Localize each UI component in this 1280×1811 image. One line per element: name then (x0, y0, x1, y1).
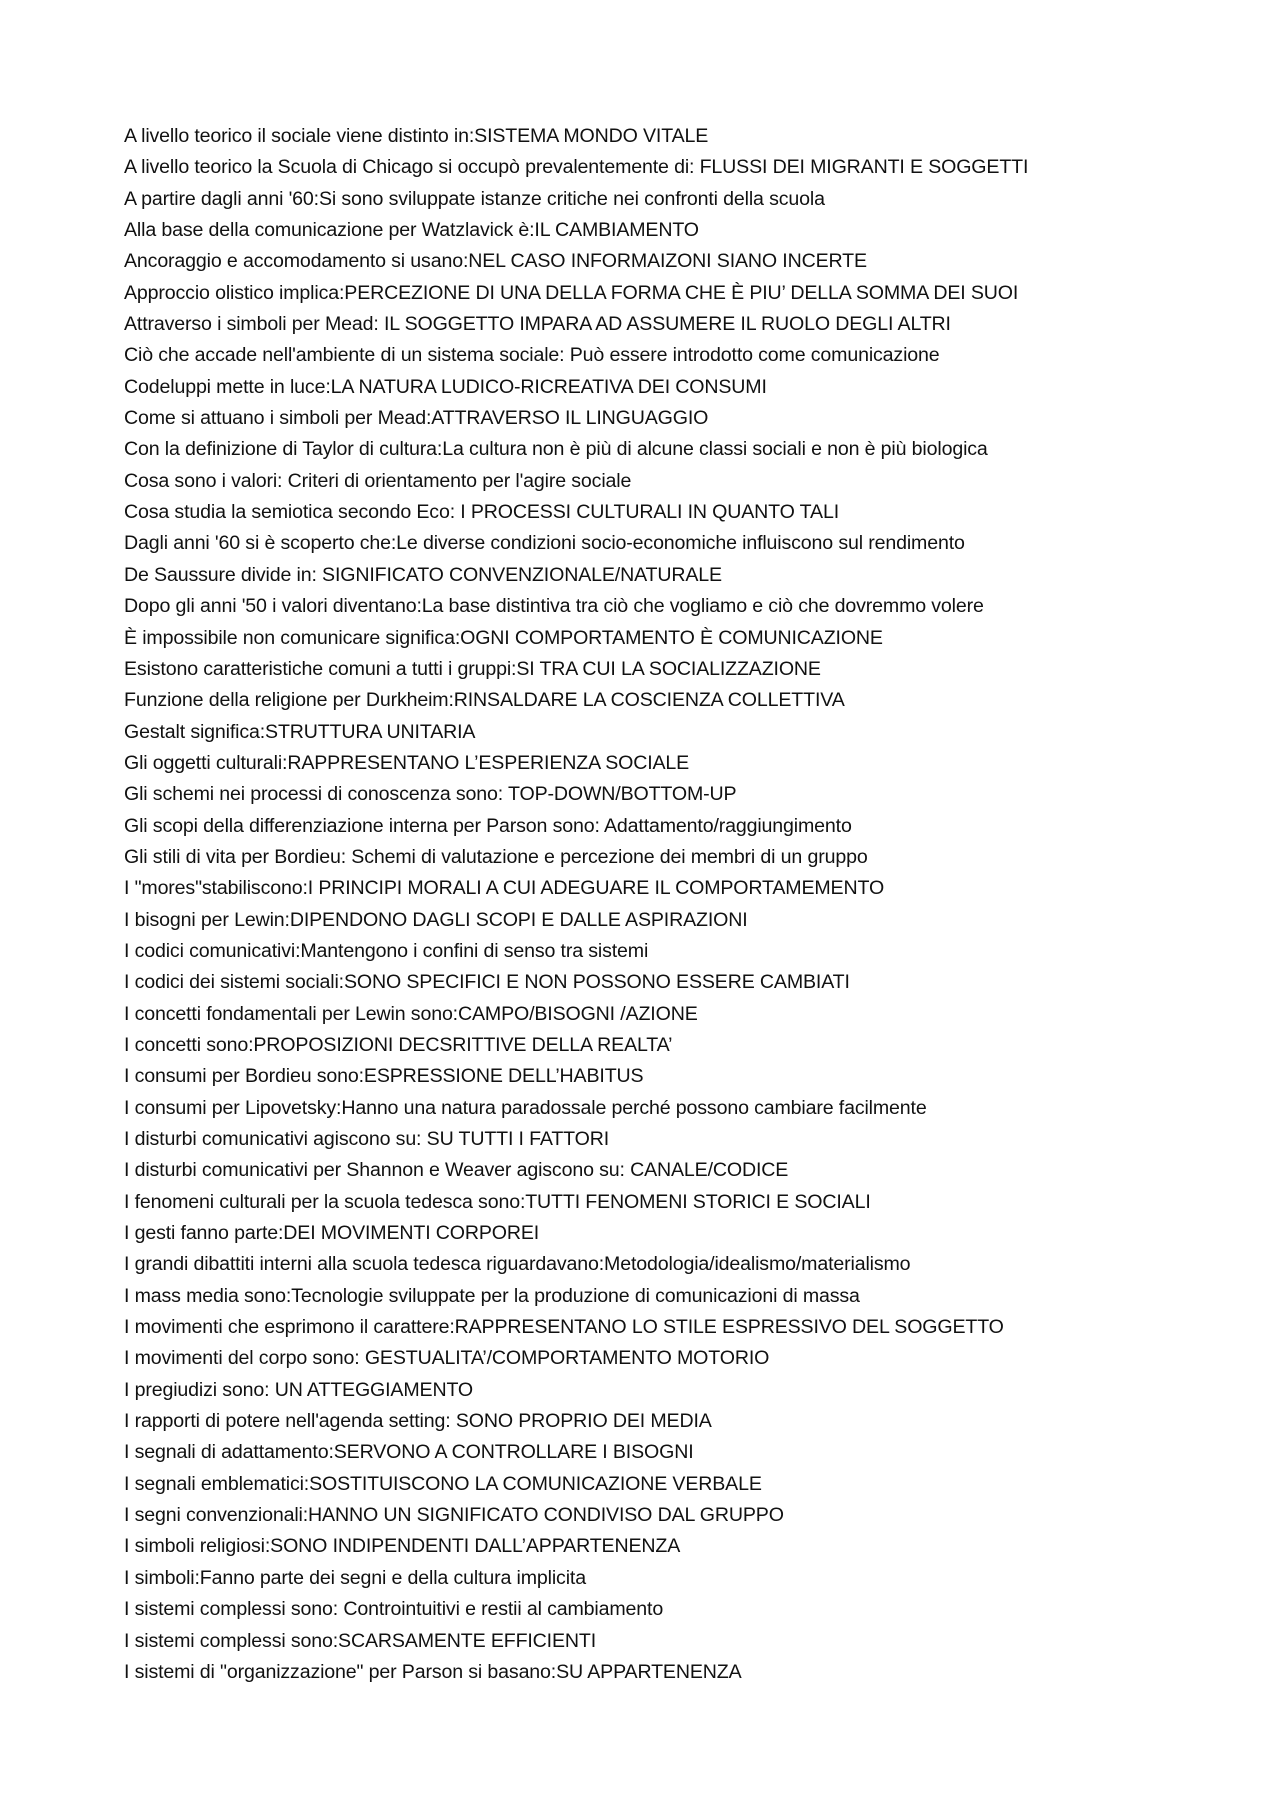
qa-list (124, 121, 1244, 1688)
qa-line: A partire dagli anni '60:Si sono sviluppate istanze critiche nei confronti della scuola (124, 187, 825, 210)
qa-line: De Saussure divide in: SIGNIFICATO CONVENZIONALE/NATURALE (124, 563, 722, 586)
qa-line: Come si attuano i simboli per Mead:ATTRAVERSO IL LINGUAGGIO (124, 407, 709, 430)
qa-line: Con la definizione di Taylor di cultura:La cultura non è più di alcune classi sociali e non è più biologica (124, 438, 988, 461)
qa-line: I bisogni per Lewin:DIPENDONO DAGLI SCOPI E DALLE ASPIRAZIONI (124, 908, 748, 931)
qa-line: I codici comunicativi:Mantengono i confini di senso tra sistemi (124, 939, 649, 962)
qa-line: I movimenti che esprimono il carattere:RAPPRESENTANO LO STILE ESPRESSIVO DEL SOGGETTO (124, 1316, 1004, 1339)
qa-line: I disturbi comunicativi agiscono su: SU TUTTI I FATTORI (124, 1128, 610, 1150)
qa-line: Ciò che accade nell'ambiente di un sistema sociale: Può essere introdotto come comunicazione (124, 344, 940, 367)
qa-line: I disturbi comunicativi per Shannon e Weaver agiscono su: CANALE/CODICE (124, 1159, 789, 1182)
qa-line: I pregiudizi sono: UN ATTEGGIAMENTO (124, 1378, 473, 1401)
qa-line: I gesti fanno parte:DEI MOVIMENTI CORPOREI (124, 1222, 540, 1245)
qa-line: I mass media sono:Tecnologie sviluppate per la produzione di comunicazioni di massa (124, 1284, 860, 1307)
qa-line: Approccio olistico implica:PERCEZIONE DI UNA DELLA FORMA CHE È PIU’ DELLA SOMMA DEI SUOI (124, 281, 1019, 304)
qa-line: Dopo gli anni '50 i valori diventano:La base distintiva tra ciò che vogliamo e ciò che dovremmo volere (124, 595, 984, 618)
qa-line: Codeluppi mette in luce:LA NATURA LUDICO-RICREATIVA DEI CONSUMI (124, 375, 767, 398)
qa-line: Gli stili di vita per Bordieu: Schemi di valutazione e percezione dei membri di un gruppo (124, 845, 868, 868)
qa-line: Dagli anni '60 si è scoperto che:Le diverse condizioni socio-economiche influiscono sul rendimento (124, 532, 965, 555)
qa-line: Attraverso i simboli per Mead: IL SOGGETTO IMPARA AD ASSUMERE IL RUOLO DEGLI ALTRI (124, 313, 951, 336)
qa-line: I concetti fondamentali per Lewin sono:CAMPO/BISOGNI /AZIONE (124, 1002, 698, 1025)
qa-line: Funzione della religione per Durkheim:RINSALDARE LA COSCIENZA COLLETTIVA (124, 689, 845, 712)
qa-line: I rapporti di potere nell'agenda setting: SONO PROPRIO DEI MEDIA (124, 1410, 712, 1433)
qa-line: A livello teorico il sociale viene distinto in:SISTEMA MONDO VITALE (124, 125, 709, 147)
qa-line: Gli oggetti culturali:RAPPRESENTANO L’ESPERIENZA SOCIALE (124, 751, 690, 774)
qa-line: Gli scopi della differenziazione interna per Parson sono: Adattamento/raggiungimento (124, 814, 852, 837)
qa-line: Ancoraggio e accomodamento si usano:NEL CASO INFORMAIZONI SIANO INCERTE (124, 250, 867, 273)
qa-line: I consumi per Bordieu sono:ESPRESSIONE DELL’HABITUS (124, 1065, 644, 1088)
qa-line: A livello teorico la Scuola di Chicago si occupò prevalentemente di: FLUSSI DEI MIGRANTI E SOGGETTI (124, 156, 1029, 179)
qa-line: Cosa studia la semiotica secondo Eco: I PROCESSI CULTURALI IN QUANTO TALI (124, 501, 840, 524)
qa-line: Gli schemi nei processi di conoscenza sono: TOP-DOWN/BOTTOM-UP (124, 783, 737, 806)
qa-line: I consumi per Lipovetsky:Hanno una natura paradossale perché possono cambiare facilmente (124, 1096, 927, 1119)
qa-line: I sistemi complessi sono: Controintuitivi e restii al cambiamento (124, 1598, 664, 1621)
qa-line: I simboli religiosi:SONO INDIPENDENTI DALL’APPARTENENZA (124, 1535, 681, 1558)
qa-line: Cosa sono i valori: Criteri di orientamento per l'agire sociale (124, 469, 632, 492)
qa-line: I "mores"stabiliscono:I PRINCIPI MORALI A CUI ADEGUARE IL COMPORTAMEMENTO (124, 877, 885, 900)
qa-line: I segnali di adattamento:SERVONO A CONTROLLARE I BISOGNI (124, 1441, 694, 1464)
qa-line: I segni convenzionali:HANNO UN SIGNIFICATO CONDIVISO DAL GRUPPO (124, 1504, 784, 1527)
qa-line: I simboli:Fanno parte dei segni e della cultura implicita (124, 1566, 586, 1589)
qa-line: I codici dei sistemi sociali:SONO SPECIFICI E NON POSSONO ESSERE CAMBIATI (124, 971, 850, 994)
qa-line: I sistemi complessi sono:SCARSAMENTE EFFICIENTI (124, 1629, 597, 1652)
qa-line: I sistemi di "organizzazione" per Parson si basano:SU APPARTENENZA (124, 1660, 742, 1683)
qa-line: I concetti sono:PROPOSIZIONI DECSRITTIVE DELLA REALTA’ (124, 1033, 673, 1056)
qa-line: I segnali emblematici:SOSTITUISCONO LA COMUNICAZIONE VERBALE (124, 1472, 762, 1495)
qa-line: I grandi dibattiti interni alla scuola tedesca riguardavano:Metodologia/idealismo/materialismo (124, 1253, 911, 1276)
qa-line: I fenomeni culturali per la scuola tedesca sono:TUTTI FENOMENI STORICI E SOCIALI (124, 1190, 871, 1213)
qa-line: È impossibile non comunicare significa:OGNI COMPORTAMENTO È COMUNICAZIONE (124, 626, 883, 649)
qa-line: Gestalt significa:STRUTTURA UNITARIA (124, 720, 476, 743)
qa-line: I movimenti del corpo sono: GESTUALITA’/COMPORTAMENTO MOTORIO (124, 1347, 770, 1370)
qa-line: Esistono caratteristiche comuni a tutti i gruppi:SI TRA CUI LA SOCIALIZZAZIONE (124, 657, 821, 680)
qa-line: Alla base della comunicazione per Watzlavick è:IL CAMBIAMENTO (124, 219, 699, 242)
